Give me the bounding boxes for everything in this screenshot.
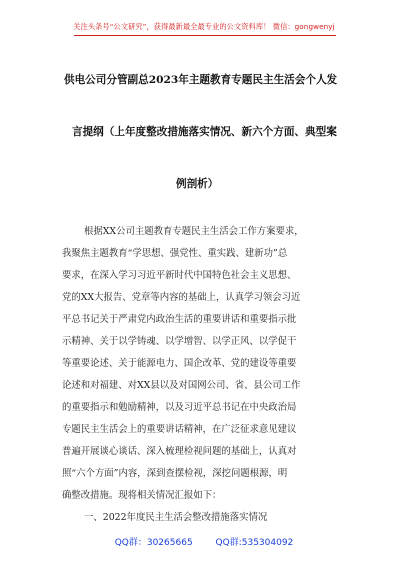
footer-qq-group-1: QQ群：30265665	[114, 538, 193, 548]
footer-qq-groups	[0, 535, 408, 548]
body-line-1: 根据XX公司主题教育专题民主生活会工作方案要求，	[84, 226, 304, 237]
body-line-12: 照“六个方面”内容，深到查摆检视，深挖问题根源，明	[62, 468, 288, 479]
body-line-3: 要求，在深入学习习近平新时代中国特色社会主义思想、	[62, 270, 297, 281]
body-line-9: 的重要指示和勉励精神，以及习近平总书记在中央政治局	[62, 402, 297, 413]
footer-qq-group-2: QQ群:535304092	[215, 538, 294, 548]
body-line-4: 党的XX大报告、党章等内容的基础上，认真学习领会习近	[62, 292, 301, 303]
document-title-line-2: 言提纲（上年度整改措施落实情况、新六个方面、典型案	[72, 126, 337, 138]
body-line-6: 示精神、关于以学铸魂、以学增智、以学正风、以学促干	[62, 336, 297, 347]
section-heading: 一、2022年度民主生活会整改措施落实情况	[84, 512, 268, 523]
body-line-10: 专题民主生活会上的重要讲话精神，在广泛征求意见建议	[62, 424, 297, 435]
document-title-line-1: 供电公司分管副总2023年主题教育专题民主生活会个人发	[64, 74, 338, 86]
header-divider	[74, 35, 336, 36]
body-line-5: 平总书记关于严肃党内政治生活的重要讲话和重要指示批	[62, 314, 297, 325]
body-line-7: 等重要论述、关于能源电力、国企改革、党的建设等重要	[62, 358, 297, 369]
body-line-8: 论述和对福建、对XX县以及对国网公司、省、县公司工作	[62, 380, 301, 391]
body-line-13: 确整改措施。现将相关情况汇报如下：	[62, 490, 222, 501]
header-banner: 关注头条号“公文研究”，获得最新最全最专业的公文资料库！ 微信：gongwenyj	[73, 22, 335, 31]
document-title-line-3: 例剖析）	[176, 178, 219, 190]
body-line-2: 我聚焦主题教育“学思想、强党性、重实践、建新功”总	[62, 248, 288, 259]
body-line-11: 普遍开展谈心谈话、深入梳理检视问题的基础上，认真对	[62, 446, 297, 457]
